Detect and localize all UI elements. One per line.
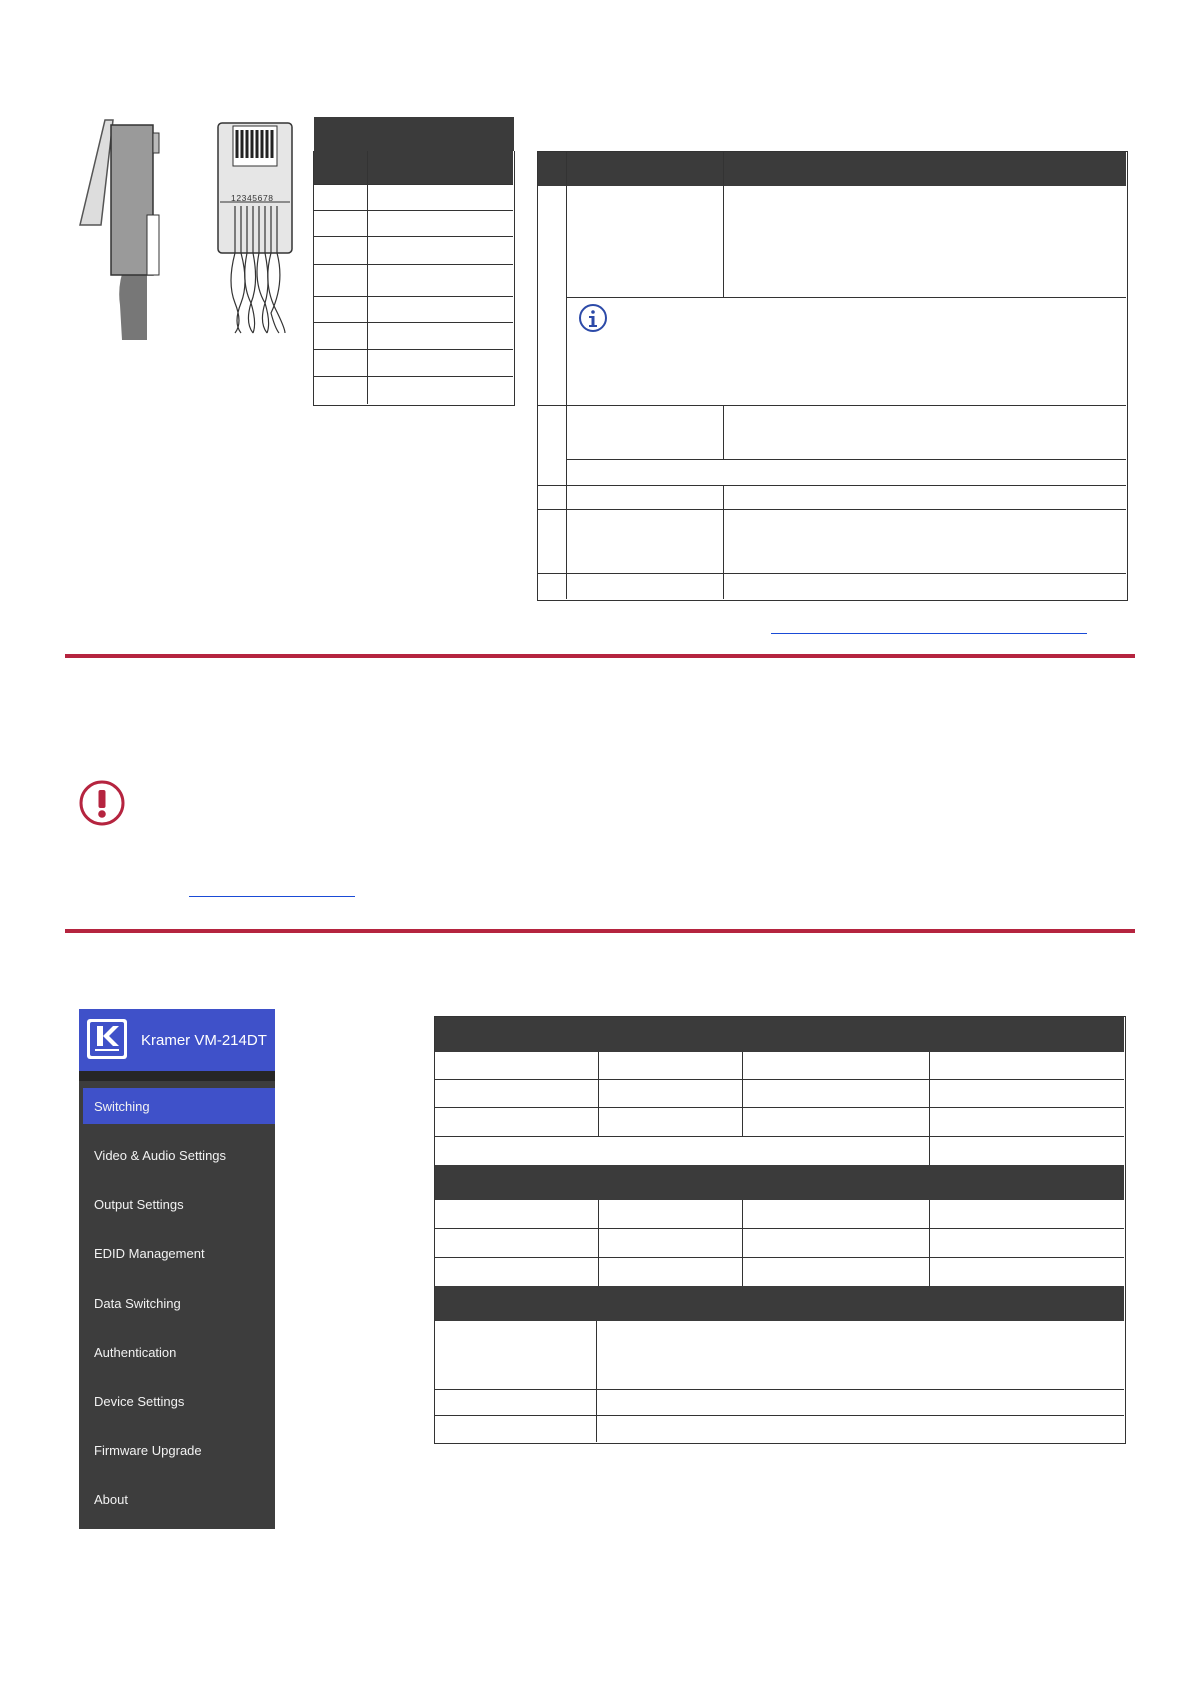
sidebar-item-edid-management[interactable] <box>79 1235 275 1271</box>
sidebar-item-label: EDID Management <box>94 1246 205 1261</box>
pin-numbers-label: 12345678 <box>231 193 274 203</box>
sidebar-item-label: Video & Audio Settings <box>94 1148 227 1163</box>
pinout-table <box>313 151 515 406</box>
sidebar-item-label: Firmware Upgrade <box>94 1443 202 1458</box>
sidebar-item-label: Data Switching <box>94 1296 181 1311</box>
sidebar-item-video-audio-settings[interactable] <box>79 1137 275 1173</box>
sidebar-item-label: Switching <box>94 1099 150 1114</box>
pinout-table-header <box>314 151 513 184</box>
sidebar-title: Kramer VM-214DT <box>141 1032 267 1049</box>
sidebar-item-label: Authentication <box>94 1345 177 1360</box>
description-table-header <box>538 152 1126 186</box>
description-table <box>537 151 1128 601</box>
hyperlink-underline[interactable] <box>771 633 1087 634</box>
sidebar-item-about[interactable] <box>79 1481 275 1517</box>
rj45-side-view-figure <box>75 115 165 340</box>
sidebar-header <box>79 1009 275 1071</box>
section-divider <box>65 654 1135 658</box>
sidebar-item-label: Device Settings <box>94 1394 185 1409</box>
sidebar-item-data-switching[interactable] <box>79 1285 275 1321</box>
sidebar-item-authentication[interactable] <box>79 1334 275 1370</box>
sidebar-item-output-settings[interactable] <box>79 1186 275 1222</box>
rj45-front-view-figure <box>215 118 295 338</box>
sidebar-item-device-settings[interactable] <box>79 1383 275 1419</box>
hyperlink-underline[interactable] <box>189 896 355 897</box>
warning-icon <box>78 779 126 827</box>
settings-table-section-header <box>435 1286 1124 1321</box>
settings-table-section-header <box>435 1165 1124 1200</box>
info-icon <box>578 303 608 333</box>
section-divider <box>65 929 1135 933</box>
sidebar-item-label: Output Settings <box>94 1197 184 1212</box>
web-ui-sidebar <box>79 1009 275 1529</box>
settings-table <box>434 1016 1126 1444</box>
sidebar-item-label: About <box>94 1492 128 1507</box>
kramer-logo-icon <box>87 1019 127 1059</box>
pinout-table-title-bar <box>314 117 514 151</box>
sidebar-item-switching[interactable] <box>83 1088 275 1124</box>
sidebar-separator <box>79 1071 275 1081</box>
sidebar-item-firmware-upgrade[interactable] <box>79 1432 275 1468</box>
settings-table-section-header <box>435 1017 1124 1052</box>
